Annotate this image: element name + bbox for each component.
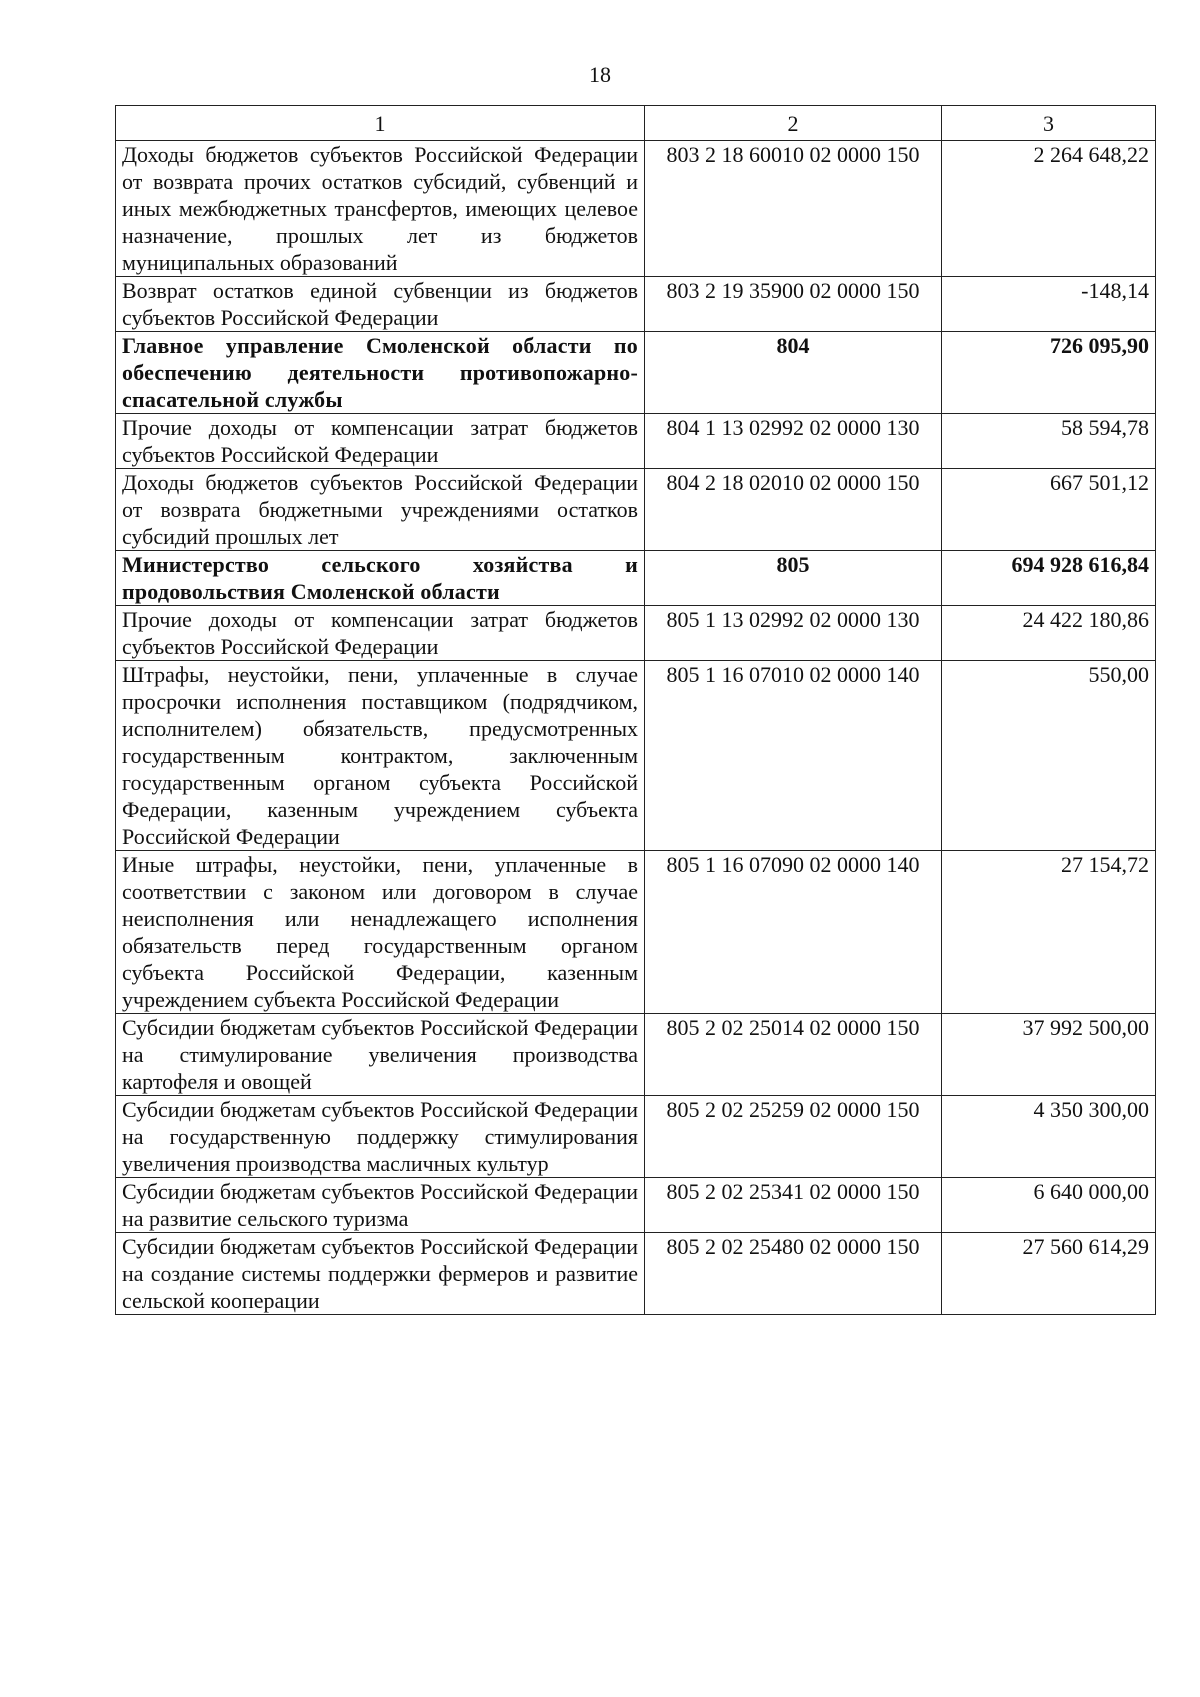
table-row bbox=[116, 661, 1156, 851]
row-amount: 694 928 616,84 bbox=[942, 551, 1156, 606]
row-amount: 6 640 000,00 bbox=[942, 1178, 1156, 1233]
row-amount: 667 501,12 bbox=[942, 469, 1156, 551]
row-amount: 37 992 500,00 bbox=[942, 1014, 1156, 1096]
row-description: Прочие доходы от компенсации затрат бюджетов субъектов Российской Федерации bbox=[116, 606, 645, 661]
row-budget-code: 805 bbox=[645, 551, 942, 606]
table-row bbox=[116, 414, 1156, 469]
row-budget-code: 805 2 02 25259 02 0000 150 bbox=[645, 1096, 942, 1178]
row-description: Иные штрафы, неустойки, пени, уплаченные в соответствии с законом или договором в случае неисполнения или ненадлежащего исполнения обязательств перед государственным органом субъекта Российской Федерации, казенным учреждением субъекта Российской Федерации bbox=[116, 851, 645, 1014]
row-description: Министерство сельского хозяйства и продовольствия Смоленской области bbox=[116, 551, 645, 606]
row-budget-code: 805 2 02 25480 02 0000 150 bbox=[645, 1233, 942, 1315]
row-description: Возврат остатков единой субвенции из бюджетов субъектов Российской Федерации bbox=[116, 277, 645, 332]
row-budget-code: 805 2 02 25341 02 0000 150 bbox=[645, 1178, 942, 1233]
row-amount: 27 154,72 bbox=[942, 851, 1156, 1014]
table-row-section bbox=[116, 332, 1156, 414]
row-description: Доходы бюджетов субъектов Российской Федерации от возврата бюджетными учреждениями остатков субсидий прошлых лет bbox=[116, 469, 645, 551]
row-budget-code: 804 2 18 02010 02 0000 150 bbox=[645, 469, 942, 551]
column-header-1: 1 bbox=[116, 106, 645, 141]
row-amount: 27 560 614,29 bbox=[942, 1233, 1156, 1315]
row-budget-code: 804 bbox=[645, 332, 942, 414]
column-header-3: 3 bbox=[942, 106, 1156, 141]
table-header-row bbox=[116, 106, 1156, 141]
row-budget-code: 804 1 13 02992 02 0000 130 bbox=[645, 414, 942, 469]
row-description: Главное управление Смоленской области по обеспечению деятельности противопожарно-спасательной службы bbox=[116, 332, 645, 414]
table-row bbox=[116, 1096, 1156, 1178]
row-budget-code: 803 2 19 35900 02 0000 150 bbox=[645, 277, 942, 332]
row-budget-code: 805 1 16 07090 02 0000 140 bbox=[645, 851, 942, 1014]
row-budget-code: 805 2 02 25014 02 0000 150 bbox=[645, 1014, 942, 1096]
row-description: Субсидии бюджетам субъектов Российской Федерации на государственную поддержку стимулирования увеличения производства масличных культур bbox=[116, 1096, 645, 1178]
table-row bbox=[116, 469, 1156, 551]
row-description: Штрафы, неустойки, пени, уплаченные в случае просрочки исполнения поставщиком (подрядчиком, исполнителем) обязательств, предусмотренных государственным контрактом, заключенным государственным органом субъекта Российской Федерации, казенным учреждением субъекта Российской Федерации bbox=[116, 661, 645, 851]
row-budget-code: 803 2 18 60010 02 0000 150 bbox=[645, 141, 942, 277]
row-amount: 4 350 300,00 bbox=[942, 1096, 1156, 1178]
row-amount: 726 095,90 bbox=[942, 332, 1156, 414]
row-budget-code: 805 1 16 07010 02 0000 140 bbox=[645, 661, 942, 851]
table-row bbox=[116, 1178, 1156, 1233]
table-row bbox=[116, 1233, 1156, 1315]
table-row bbox=[116, 606, 1156, 661]
page-number: 18 bbox=[589, 62, 611, 87]
column-header-2: 2 bbox=[645, 106, 942, 141]
row-amount: 550,00 bbox=[942, 661, 1156, 851]
table-row-section bbox=[116, 551, 1156, 606]
row-description: Доходы бюджетов субъектов Российской Федерации от возврата прочих остатков субсидий, субвенций и иных межбюджетных трансфертов, имеющих целевое назначение, прошлых лет из бюджетов муниципальных образований bbox=[116, 141, 645, 277]
table-row bbox=[116, 277, 1156, 332]
row-description: Субсидии бюджетам субъектов Российской Федерации на стимулирование увеличения производства картофеля и овощей bbox=[116, 1014, 645, 1096]
table-row bbox=[116, 141, 1156, 277]
table-row bbox=[116, 851, 1156, 1014]
row-amount: -148,14 bbox=[942, 277, 1156, 332]
table-row bbox=[116, 1014, 1156, 1096]
row-amount: 58 594,78 bbox=[942, 414, 1156, 469]
row-amount: 2 264 648,22 bbox=[942, 141, 1156, 277]
row-description: Субсидии бюджетам субъектов Российской Федерации на создание системы поддержки фермеров и развитие сельской кооперации bbox=[116, 1233, 645, 1315]
row-description: Прочие доходы от компенсации затрат бюджетов субъектов Российской Федерации bbox=[116, 414, 645, 469]
budget-revenue-table bbox=[115, 105, 1156, 1315]
row-description: Субсидии бюджетам субъектов Российской Федерации на развитие сельского туризма bbox=[116, 1178, 645, 1233]
row-amount: 24 422 180,86 bbox=[942, 606, 1156, 661]
row-budget-code: 805 1 13 02992 02 0000 130 bbox=[645, 606, 942, 661]
